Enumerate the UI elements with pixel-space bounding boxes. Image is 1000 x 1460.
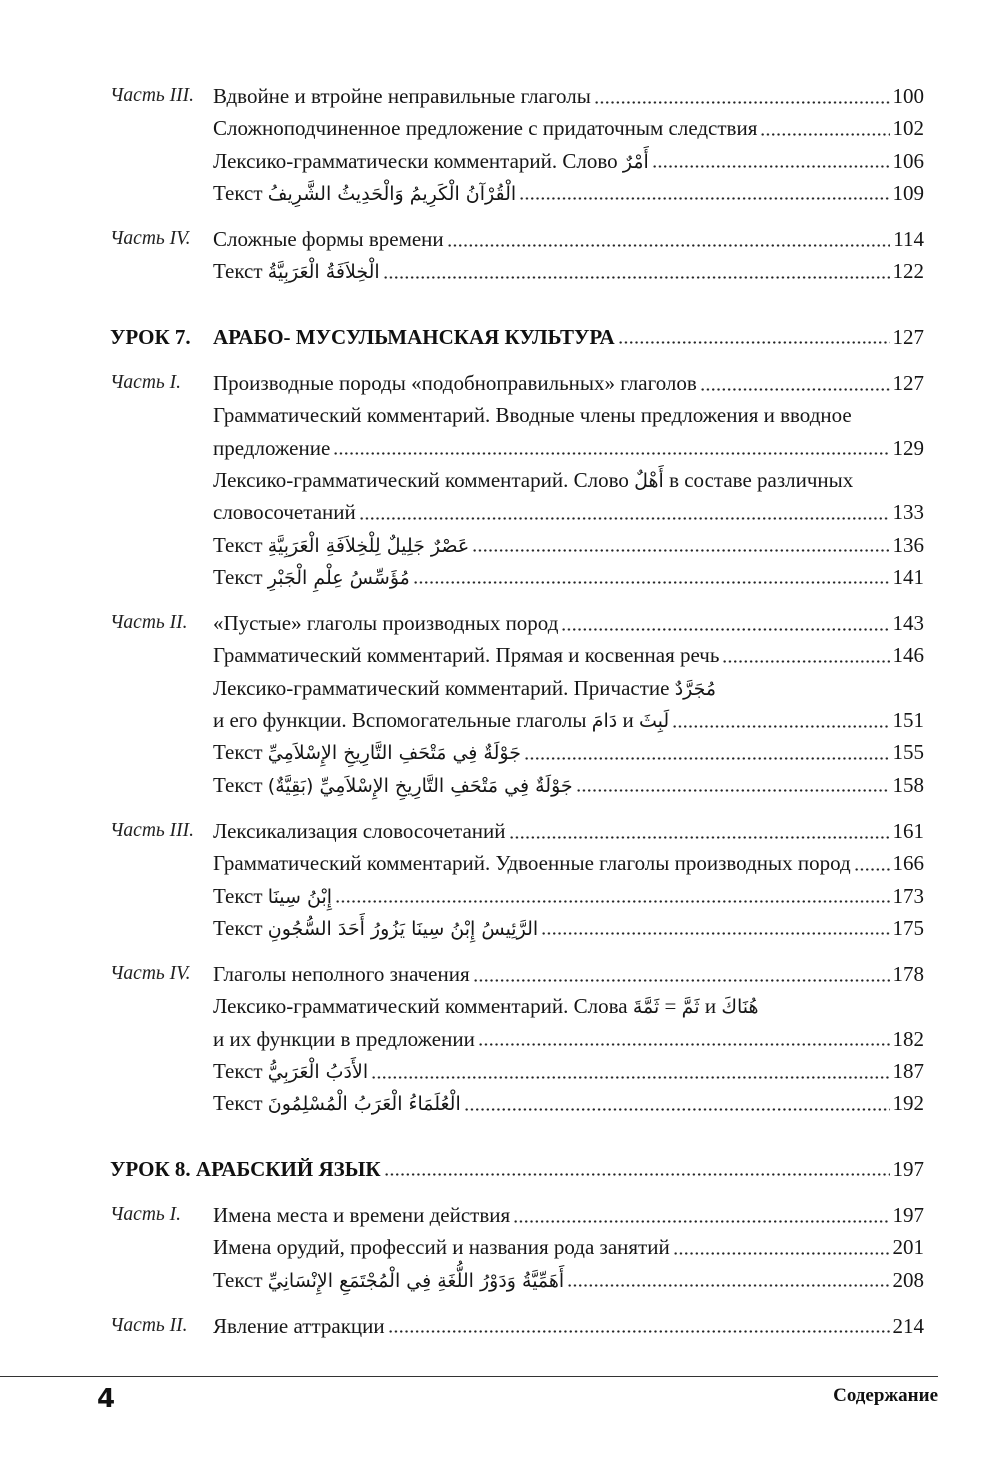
toc-entry <box>110 815 924 847</box>
arabic-text: إِبْنُ سِينَا <box>267 885 333 908</box>
entry-content <box>213 1231 924 1263</box>
entry-text: Текст <box>213 1267 268 1292</box>
toc-entry <box>110 847 924 879</box>
entry-title <box>213 112 757 144</box>
entry-title <box>213 990 759 1022</box>
entry-text: Текст <box>213 180 268 205</box>
entry-text: Имена орудий, профессий и названия рода занятий <box>213 1235 670 1260</box>
dot-leader <box>567 1264 889 1296</box>
entry-text: предложение <box>213 435 331 460</box>
dot-leader <box>760 112 889 144</box>
arabic-text: مُجَرَّدٌ <box>674 677 717 700</box>
dot-leader <box>561 607 889 639</box>
entry-title <box>213 223 444 255</box>
page-number: 155 <box>892 740 924 765</box>
arabic-text: أَهْلٌ <box>634 469 664 492</box>
entry-content <box>213 880 924 912</box>
toc-entry <box>110 399 924 431</box>
entry-text: Грамматический комментарий. Удвоенные глаголы производных пород <box>213 851 851 876</box>
dot-leader <box>384 1153 890 1185</box>
toc-entry <box>110 880 924 912</box>
entry-title <box>213 561 410 593</box>
toc-entry <box>110 1023 924 1055</box>
entry-content <box>213 1055 924 1087</box>
entry-title <box>213 847 851 879</box>
arabic-text: أَهَمِّيَّةُ وَدَوْرُ اللُّغَةِ فِي الْمُجْتَمَعِ الإِنْسَانِيِّ <box>267 1269 565 1292</box>
part-label: Часть I. <box>110 372 182 394</box>
toc-entry <box>110 1231 924 1263</box>
entry-text: Текст <box>213 1091 268 1116</box>
dot-leader <box>335 880 889 912</box>
arabic-text: ثَمَّ <box>681 996 700 1019</box>
toc-entry <box>110 255 924 287</box>
part-label: Часть II. <box>110 612 188 634</box>
entry-title <box>213 399 852 431</box>
lesson-heading <box>110 1153 924 1185</box>
dot-leader <box>464 1087 890 1119</box>
entry-text: Текст <box>213 259 268 284</box>
dot-leader <box>854 847 890 879</box>
page-number: 100 <box>892 84 924 108</box>
entry-title <box>213 80 591 112</box>
page-number: 114 <box>893 227 924 252</box>
entry-content <box>213 223 924 255</box>
part-section <box>110 80 924 209</box>
entry-content <box>213 255 924 287</box>
part-label: Часть II. <box>110 1314 188 1336</box>
arabic-text: جَوْلَةٌ فِي مَتْحَفِ التَّارِيخِ الإِسْلاَمِيِّ <box>267 742 521 765</box>
entry-title <box>213 1023 475 1055</box>
part-label: Часть III. <box>110 819 195 841</box>
page-number: 187 <box>892 1059 924 1084</box>
part-section <box>110 223 924 288</box>
entry-text: Глаголы неполного значения <box>213 962 470 987</box>
entry-title <box>213 1264 564 1296</box>
part-label: Часть IV. <box>110 228 191 250</box>
toc-entry <box>110 432 924 464</box>
page-number: 182 <box>892 1026 924 1051</box>
arabic-text: ثَمَّةَ <box>632 996 660 1019</box>
entry-title <box>213 432 330 464</box>
entry-content <box>213 1199 924 1231</box>
entry-title <box>213 672 716 704</box>
entry-text: Текст <box>213 740 268 765</box>
dot-leader <box>513 1199 889 1231</box>
entry-text: Текст <box>213 772 268 797</box>
part-section <box>110 958 924 1119</box>
entry-content <box>213 1264 924 1296</box>
arabic-text: الْعُلَمَاءُ الْعَرَبُ الْمُسْلِمُونَ <box>267 1093 461 1116</box>
page-number: 146 <box>892 643 924 668</box>
entry-title <box>213 1199 510 1231</box>
entry-content <box>213 990 924 1022</box>
entry-title <box>213 529 469 561</box>
arabic-text: جَوْلَةٌ فِي مَتْحَفِ التَّارِيخِ الإِسْلاَمِيِّ (بَقِيَّةٌ) <box>267 774 573 797</box>
dot-leader <box>722 639 889 671</box>
entry-content <box>213 672 924 704</box>
toc-entry <box>110 496 924 528</box>
page-number: 102 <box>892 116 924 141</box>
toc-entry <box>110 529 924 561</box>
entry-title <box>213 815 506 847</box>
part-section <box>110 1310 924 1342</box>
entry-title <box>213 1087 461 1119</box>
entry-text: Текст <box>213 532 268 557</box>
entry-text: и <box>617 708 639 733</box>
entry-content <box>213 1087 924 1119</box>
toc-entry <box>110 1310 924 1342</box>
page-number: 122 <box>892 259 924 284</box>
entry-text: Грамматический комментарий. Вводные члены предложения и вводное <box>213 403 852 428</box>
entry-text: Лексикализация словосочетаний <box>213 818 506 843</box>
toc-entry <box>110 672 924 704</box>
dot-leader <box>388 1310 890 1342</box>
dot-leader <box>700 367 890 399</box>
entry-title <box>213 1231 670 1263</box>
page-number: 143 <box>892 611 924 636</box>
dot-leader <box>673 1231 890 1263</box>
entry-content <box>213 112 924 144</box>
entry-content <box>213 432 924 464</box>
dot-leader <box>413 561 890 593</box>
entry-content <box>213 496 924 528</box>
toc-entry <box>110 736 924 768</box>
entry-text: Производные породы «подобноправильных» глаголов <box>213 371 697 396</box>
part-section <box>110 607 924 801</box>
toc-entry <box>110 639 924 671</box>
page-number: 197 <box>892 1202 924 1227</box>
footer-divider <box>0 1376 938 1377</box>
entry-text: Лексико-грамматический комментарий. Слова <box>213 994 633 1019</box>
toc-entry <box>110 704 924 736</box>
entry-title <box>213 607 558 639</box>
lesson-number: УРОК 7. <box>110 324 191 349</box>
page-number: 141 <box>892 564 924 589</box>
entry-content <box>213 847 924 879</box>
dot-leader <box>618 321 890 353</box>
toc-entry <box>110 561 924 593</box>
toc-entry <box>110 1087 924 1119</box>
dot-leader <box>672 704 889 736</box>
arabic-text: الْخِلاَفَةُ الْعَرَبِيَّةُ <box>267 261 380 284</box>
lesson-content <box>213 321 924 353</box>
entry-text: Явление аттракции <box>213 1313 385 1338</box>
dot-leader <box>333 432 889 464</box>
arabic-text: عَصْرٌ جَلِيلٌ لِلْخِلاَفَةِ الْعَرَبِيَّةِ <box>267 534 470 557</box>
entry-content <box>213 561 924 593</box>
toc-entry <box>110 958 924 990</box>
entry-text: Текст <box>213 883 268 908</box>
arabic-text: الأَدَبُ الْعَرَبِيُّ <box>267 1061 369 1084</box>
arabic-text: هُنَاكَ <box>721 996 759 1019</box>
page-number: 192 <box>892 1091 924 1116</box>
toc-entry <box>110 1264 924 1296</box>
entry-content <box>213 1023 924 1055</box>
page-number: 214 <box>892 1313 924 1338</box>
running-title: Содержание <box>833 1385 938 1406</box>
page-number: 127 <box>892 324 924 349</box>
part-section <box>110 1199 924 1296</box>
toc-entry <box>110 112 924 144</box>
dot-leader <box>359 496 890 528</box>
entry-content <box>213 736 924 768</box>
arabic-text: الْقُرْآنُ الْكَرِيمُ وَالْحَدِيثُ الشَّرِيفُ <box>267 182 517 205</box>
toc-entry <box>110 223 924 255</box>
entry-content <box>213 912 924 944</box>
toc-entry <box>110 1055 924 1087</box>
page-number: 175 <box>892 915 924 940</box>
arabic-text: مُؤَسِّسُ عِلْمِ الْجَبْرِ <box>267 566 410 589</box>
entry-text: Имена места и времени действия <box>213 1202 511 1227</box>
entry-text: словосочетаний <box>213 500 356 525</box>
page-number: 201 <box>892 1235 924 1260</box>
toc-entry <box>110 1199 924 1231</box>
toc-entry <box>110 367 924 399</box>
lesson-content <box>110 1153 924 1185</box>
entry-content <box>213 529 924 561</box>
entry-content <box>213 815 924 847</box>
entry-text: Вдвойне и втройне неправильные глаголы <box>213 84 591 108</box>
part-section <box>110 367 924 593</box>
entry-content <box>213 464 924 496</box>
toc-entry <box>110 464 924 496</box>
entry-text: Сложноподчиненное предложение с придаточным следствия <box>213 116 758 141</box>
entry-text: Лексико-грамматический комментарий. Причастие <box>213 675 675 700</box>
entry-content <box>213 704 924 736</box>
arabic-text: أَمْرٌ <box>622 150 649 173</box>
page-number: 173 <box>892 883 924 908</box>
entry-text: Лексико-грамматический комментарий. Слово <box>213 467 635 492</box>
page-number: 197 <box>892 1156 924 1181</box>
dot-leader <box>383 255 890 287</box>
page-number: 166 <box>892 851 924 876</box>
dot-leader <box>473 958 890 990</box>
entry-text: Лексико-грамматически комментарий. Слово <box>213 148 623 173</box>
entry-title <box>213 496 356 528</box>
page-number: 129 <box>892 435 924 460</box>
part-label: Часть I. <box>110 1203 182 1225</box>
entry-title <box>213 1055 368 1087</box>
entry-text: в составе различных <box>663 467 854 492</box>
entry-text: и их функции в предложении <box>213 1026 475 1051</box>
dot-leader <box>594 80 890 112</box>
dot-leader <box>472 529 889 561</box>
toc-entry <box>110 145 924 177</box>
page-number: 151 <box>892 708 924 733</box>
toc-entry <box>110 80 924 112</box>
entry-text: Текст <box>213 915 268 940</box>
dot-leader <box>478 1023 890 1055</box>
entry-text: и <box>699 994 722 1019</box>
entry-content <box>213 958 924 990</box>
entry-content <box>213 80 924 112</box>
page-number: 178 <box>892 962 924 987</box>
entry-text: = <box>659 994 682 1019</box>
lesson-heading <box>110 321 924 353</box>
entry-title <box>213 880 332 912</box>
page-number: 127 <box>892 371 924 396</box>
toc-entry <box>110 912 924 944</box>
entry-title <box>213 912 538 944</box>
entry-title <box>213 177 516 209</box>
dot-leader <box>371 1055 889 1087</box>
entry-content <box>213 177 924 209</box>
entry-title <box>213 464 853 496</box>
dot-leader <box>576 769 890 801</box>
page-number: 158 <box>892 772 924 797</box>
part-label: Часть III. <box>110 85 195 106</box>
part-section <box>110 815 924 944</box>
entry-content <box>213 367 924 399</box>
page-number: 133 <box>892 500 924 525</box>
page-number: 109 <box>892 180 924 205</box>
dot-leader <box>652 145 890 177</box>
toc-entry <box>110 990 924 1022</box>
dot-leader <box>509 815 890 847</box>
footer-page-number: 4 <box>97 1384 116 1414</box>
arabic-text: الرَّئِيسُ إِبْنُ سِينَا يَزُورُ أَحَدَ السُّجُونِ <box>267 917 539 940</box>
entry-content <box>213 145 924 177</box>
page-number: 106 <box>892 148 924 173</box>
dot-leader <box>541 912 889 944</box>
toc-entry <box>110 177 924 209</box>
entry-title <box>213 639 719 671</box>
entry-title <box>213 255 380 287</box>
dot-leader <box>519 177 889 209</box>
toc-entry <box>110 607 924 639</box>
entry-text: Текст <box>213 1059 268 1084</box>
entry-text: и его функции. Вспомогательные глаголы <box>213 708 592 733</box>
dot-leader <box>524 736 890 768</box>
entry-content <box>213 1310 924 1342</box>
page-number: 161 <box>892 818 924 843</box>
page-number: 208 <box>892 1267 924 1292</box>
entry-text: «Пустые» глаголы производных пород <box>213 611 559 636</box>
entry-text: Грамматический комментарий. Прямая и косвенная речь <box>213 643 720 668</box>
entry-title <box>213 958 470 990</box>
entry-text: Сложные формы времени <box>213 227 444 252</box>
entry-content <box>213 769 924 801</box>
entry-title <box>213 367 697 399</box>
toc-entry <box>110 769 924 801</box>
entry-text: Текст <box>213 564 268 589</box>
entry-title <box>213 769 573 801</box>
dot-leader <box>447 223 891 255</box>
entry-content <box>213 399 924 431</box>
entry-content <box>213 607 924 639</box>
entry-content <box>213 639 924 671</box>
arabic-text: لَبِثَ <box>638 710 670 733</box>
entry-title <box>213 736 521 768</box>
lesson-title: УРОК 8. АРАБСКИЙ ЯЗЫК <box>110 1156 381 1181</box>
entry-title <box>213 145 649 177</box>
lesson-title: АРАБО- МУСУЛЬМАНСКАЯ КУЛЬТУРА <box>213 324 615 349</box>
page-number: 136 <box>892 532 924 557</box>
arabic-text: دَامَ <box>591 710 618 733</box>
part-label: Часть IV. <box>110 963 191 985</box>
table-of-contents <box>110 80 924 1342</box>
entry-title <box>213 1310 385 1342</box>
entry-title <box>213 704 669 736</box>
